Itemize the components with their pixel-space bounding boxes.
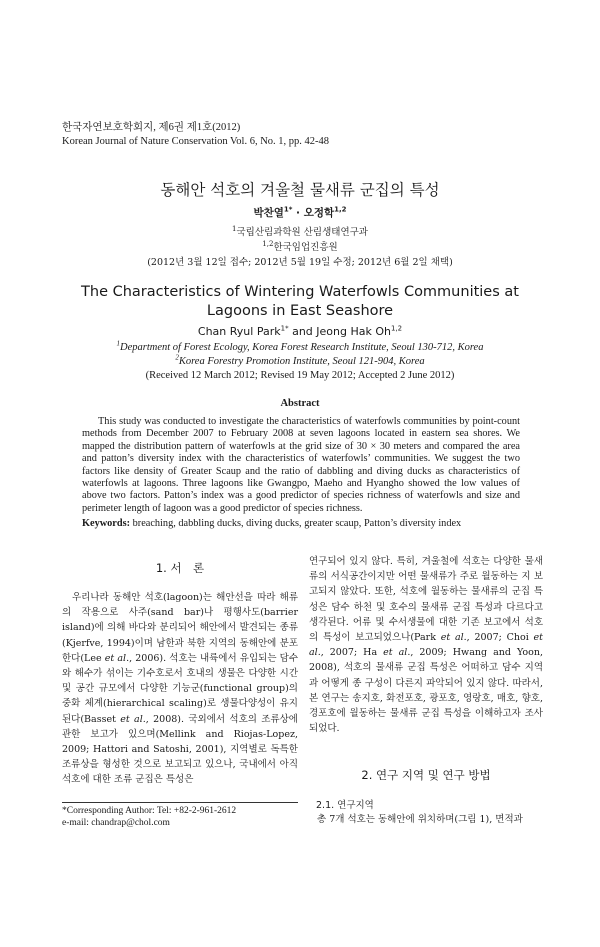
english-author-1-sup: 1* [280,324,289,333]
korean-received-dates: (2012년 3월 12일 접수; 2012년 5월 19일 수정; 2012년 6월 2일 채택) [147,257,453,268]
text-run: 연구되어 있지 않다. 특히, 겨울철에 석호는 다양한 물새류의 서식공간이지만 어떤 물새류가 주로 월동하는 지 보고되지 않았다. 또한, 석호에 월동하는 물새류의 군집 특성은 담수 하천 및 호수의 물새류 군집 특성과 다르다고 생각된다. 어류 및 수서생물에 대한 기존 보고에서 석호의 특성이 보고되었으나(Park [309,556,543,644]
keywords-list: breaching, dabbling ducks, diving ducks, greater scaup, Patton’s diversity index [130,518,462,529]
text-run: ., 2007; Choi [463,632,534,644]
section-2-paragraph: 총 7개 석호는 동해안에 위치하며(그림 1), 면적과 [317,814,523,825]
korean-affiliation-2 [0,239,600,253]
english-affil-2-sup: 2 [175,353,179,362]
english-affiliation-1 [0,339,600,353]
subsection-2-1-heading: 2.1. 연구지역 [316,800,374,811]
english-authors [0,325,600,338]
footnote [62,805,236,829]
korean-author-1: 박찬열 [253,207,284,219]
korean-authors [0,205,600,220]
korean-author-2: 오정학 [303,207,335,219]
korean-author-sep: · [292,207,304,219]
text-run: 우리나라 동해안 석호(lagoon)는 해안선을 따라 해류의 작용으로 사주(sand bar)나 평행사도(barrier island)에 의해 바다와 분리되어 해안에서 발견되는 종류(Kjerfve, 1994)이며 남한과 북한 지역의 동해안에 분포한다(Lee [62,592,298,664]
text-run-italic: et al [309,632,543,659]
abstract-text: This study was conducted to investigate the characteristics of waterfowls communities by point-count methods from December 2007 to February 2008 at seven lagoons located in eastern sea shores. We mapped the distribution pattern of waterfowls at the grid size of 30 × 30 meters and compared the area and patton’s diversity index with the characteristics of waterfowls’ communities. We suggest the two factors like density of Greater Scaup and the ratio of dabbling and diving ducks as characteristics of waterfowls at lagoons. Three lagoons like Gwangpo, Maeho and Hyangho showed the low values of above two factors. Patton’s index was a good predictor of species richness of waterfowls and size and perimeter length of lagoon was a good predictor of species richness. [82,416,520,514]
text-run: ., 2008). 국외에서 석호의 조류상에 관한 보고가 있으며(Mellink and Riojas-Lopez, 2009; Hattori and Satoshi, 2001), 지역별로 독특한 조류상을 형성한 것으로 보고되고 있으나, 국내에서 아직 석호에 대한 조류 군집은 특성은 [62,713,298,786]
footnote-divider [62,802,298,803]
english-author-2: and Jeong Hak Oh [288,325,391,338]
english-affil-1-text: Department of Forest Ecology, Korea Forest Research Institute, Seoul 130-712, Korea [120,342,484,353]
section-1-heading: 1. 서 론 [155,561,205,575]
section-1-paragraph [62,590,298,788]
footnote-corresponding-author: *Corresponding Author: Tel: +82-2-961-2612 [62,806,237,816]
english-affil-2-text: Korea Forestry Promotion Institute, Seoul 121-904, Korea [178,356,425,367]
text-run: ., 2006). 석호는 내륙에서 유입되는 담수와 해수가 섞이는 기수호로서 호내의 생물은 다양한 시간 및 공간 규모에서 다양한 기능군(functional group)의 중화 체계(hierarchical scaling)로 생물다양성이 유지된다(Basset [62,652,299,725]
text-run: ., 2009; Hwang and Yoon, 2008), 석호의 물새류 군집 특성은 어떠하고 담수 지역과 어떻게 종 구성이 다른지 파악되어 있지 않다. 따라서, 본 연구는 송지호, 화전포호, 광포호, 영랑호, 매호, 향호, 경포호에 월동하는 물새류 군집 특성을 이해하고자 조사되었다. [309,647,543,735]
english-author-2-sup: 1,2 [390,324,403,333]
text-run-italic: et al [383,647,408,659]
english-affiliation-2 [0,353,600,367]
korean-affil-1-sup: 1 [232,224,237,233]
korean-title: 동해안 석호의 겨울철 물새류 군집의 특성 [160,181,440,199]
korean-author-1-sup: 1* [283,205,293,214]
footnote-email: e-mail: chandrap@chol.com [62,818,170,828]
english-affil-1-sup: 1 [116,339,121,348]
korean-affiliation-1 [0,224,600,238]
text-run-italic: et al [120,713,143,725]
journal-header-english: Korean Journal of Nature Conservation Vol. 6, No. 1, pp. 42-48 [62,136,330,147]
english-received-dates: (Received 12 March 2012; Revised 19 May 2012; Accepted 2 June 2012) [145,370,455,381]
english-title-line-1: The Characteristics of Wintering Waterfowls Communities at [81,284,519,300]
keywords [82,518,522,529]
english-title [60,283,540,321]
abstract-heading: Abstract [280,398,320,409]
text-run-italic: et al [440,632,464,644]
korean-affil-2-text: 한국임업진흥원 [273,242,338,253]
korean-affil-2-sup: 1,2 [262,239,274,248]
korean-author-2-sup: 1,2 [334,205,347,214]
section-2-heading: 2. 연구 지역 및 연구 방법 [361,768,491,782]
text-run: ., 2007; Ha [317,647,384,659]
text-run-italic: et al [104,652,127,664]
english-author-1: Chan Ryul Park [197,325,281,338]
keywords-label: Keywords: [82,518,131,529]
journal-header-korean: 한국자연보호학회지, 제6권 제1호(2012) [62,122,241,133]
journal-header [62,121,329,149]
right-column-paragraph [309,554,543,736]
korean-affil-1-text: 국립산림과학원 산림생태연구과 [236,227,368,238]
english-title-line-2: Lagoons in East Seashore [206,303,394,319]
